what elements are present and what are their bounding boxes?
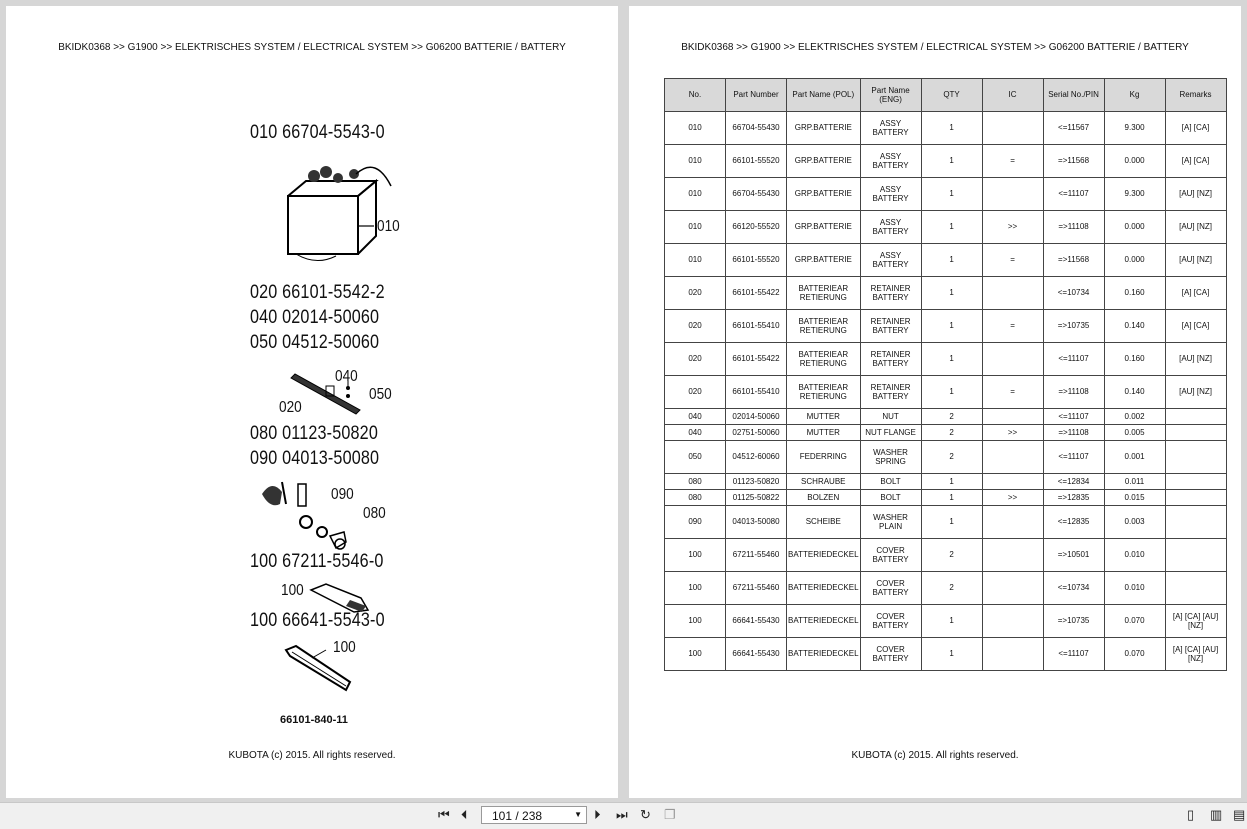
table-cell: 2 [921, 572, 982, 605]
table-cell: 0.140 [1104, 310, 1165, 343]
table-cell: =>10735 [1043, 310, 1104, 343]
table-cell [982, 441, 1043, 474]
callout-label: 090 [331, 486, 354, 503]
table-cell: 100 [665, 539, 726, 572]
table-cell [1165, 474, 1226, 490]
table-cell: 66101-55422 [726, 277, 787, 310]
table-cell: =>12835 [1043, 490, 1104, 506]
table-cell [1165, 409, 1226, 425]
column-header: Part Number [726, 79, 787, 112]
callout-label: 100 [333, 639, 356, 656]
callout-label: 050 [369, 386, 392, 403]
table-cell [982, 605, 1043, 638]
diagram-part-line: 090 04013-50080 [250, 448, 380, 469]
two-page-icon[interactable]: ▥ [1210, 807, 1223, 822]
diagram-part-line: 080 01123-50820 [250, 423, 378, 444]
table-cell: 080 [665, 490, 726, 506]
table-cell [1165, 425, 1226, 441]
column-header: Remarks [1165, 79, 1226, 112]
table-cell: GRP.BATTERIE [787, 112, 861, 145]
retainer-drawing [286, 366, 376, 426]
table-cell: [AU] [NZ] [1165, 244, 1226, 277]
table-cell: ASSY BATTERY [860, 211, 921, 244]
table-cell [982, 474, 1043, 490]
column-header: IC [982, 79, 1043, 112]
table-cell: = [982, 376, 1043, 409]
table-cell: BOLT [860, 474, 921, 490]
table-row [665, 506, 1227, 539]
table-cell: 0.002 [1104, 409, 1165, 425]
table-cell: [A] [CA] [AU] [NZ] [1165, 638, 1226, 671]
table-row [665, 605, 1227, 638]
table-cell [1165, 506, 1226, 539]
table-row [665, 425, 1227, 441]
table-cell: 2 [921, 409, 982, 425]
column-header: Part Name (ENG) [860, 79, 921, 112]
table-row [665, 638, 1227, 671]
diagram-part-line: 040 02014-50060 [250, 307, 380, 328]
page-indicator: 101 / 238 [492, 809, 543, 823]
table-cell: 66101-55520 [726, 145, 787, 178]
table-cell: RETAINER BATTERY [860, 310, 921, 343]
table-cell: 010 [665, 112, 726, 145]
table-cell: 100 [665, 572, 726, 605]
table-row [665, 145, 1227, 178]
table-cell: >> [982, 490, 1043, 506]
table-cell: 040 [665, 409, 726, 425]
table-cell: 0.000 [1104, 244, 1165, 277]
table-cell: ASSY BATTERY [860, 145, 921, 178]
table-cell: NUT FLANGE [860, 425, 921, 441]
table-cell: 01125-50822 [726, 490, 787, 506]
table-cell: BATTERIEDECKEL [787, 605, 861, 638]
table-cell: 66641-55430 [726, 605, 787, 638]
table-cell: 1 [921, 343, 982, 376]
rotate-icon[interactable]: ↻ [640, 807, 651, 822]
table-cell: 67211-55460 [726, 539, 787, 572]
table-cell [982, 539, 1043, 572]
table-cell: RETAINER BATTERY [860, 376, 921, 409]
table-cell: 67211-55460 [726, 572, 787, 605]
table-cell: [AU] [NZ] [1165, 376, 1226, 409]
table-cell: WASHER PLAIN [860, 506, 921, 539]
table-cell: 0.005 [1104, 425, 1165, 441]
table-row [665, 112, 1227, 145]
table-cell: 0.010 [1104, 572, 1165, 605]
table-cell: 1 [921, 490, 982, 506]
table-cell: 1 [921, 178, 982, 211]
table-cell: ASSY BATTERY [860, 244, 921, 277]
table-cell: 0.070 [1104, 638, 1165, 671]
diagram-part-line: 050 04512-50060 [250, 332, 380, 353]
table-cell: 100 [665, 638, 726, 671]
table-cell: 010 [665, 211, 726, 244]
table-row [665, 474, 1227, 490]
table-row [665, 277, 1227, 310]
table-cell: [A] [CA] [1165, 145, 1226, 178]
table-row [665, 490, 1227, 506]
table-cell: <=11107 [1043, 638, 1104, 671]
table-cell: GRP.BATTERIE [787, 178, 861, 211]
column-header: Kg [1104, 79, 1165, 112]
table-cell: <=12835 [1043, 506, 1104, 539]
table-row [665, 244, 1227, 277]
table-cell [982, 409, 1043, 425]
table-cell: [AU] [NZ] [1165, 211, 1226, 244]
table-cell: BATTERIEDECKEL [787, 572, 861, 605]
table-cell: <=11567 [1043, 112, 1104, 145]
table-cell: 2 [921, 425, 982, 441]
right-page [629, 6, 1241, 798]
table-row [665, 211, 1227, 244]
page-number-select[interactable] [481, 806, 587, 824]
table-cell [982, 572, 1043, 605]
table-cell: 100 [665, 605, 726, 638]
table-cell: 66704-55430 [726, 178, 787, 211]
table-cell: 1 [921, 112, 982, 145]
callout-label: 080 [363, 505, 386, 522]
table-cell: 9.300 [1104, 178, 1165, 211]
table-cell: >> [982, 425, 1043, 441]
single-page-icon[interactable]: ▯ [1187, 807, 1195, 822]
page-header: BKIDK0368 >> G1900 >> ELEKTRISCHES SYSTEM / ELECTRICAL SYSTEM >> G06200 BATTERIE / BATTERY [58, 42, 566, 53]
table-cell: 020 [665, 376, 726, 409]
table-cell: SCHRAUBE [787, 474, 861, 490]
table-cell: WASHER SPRING [860, 441, 921, 474]
table-cell: BATTERIEAR RETIERUNG [787, 376, 861, 409]
table-cell: 02751-50060 [726, 425, 787, 441]
fit-icon[interactable]: ❐ [664, 807, 676, 822]
table-cell: <=10734 [1043, 277, 1104, 310]
callout-label: 020 [279, 399, 302, 416]
table-cell: GRP.BATTERIE [787, 211, 861, 244]
callout-label: 100 [281, 582, 304, 599]
table-cell: = [982, 145, 1043, 178]
table-cell: 0.001 [1104, 441, 1165, 474]
table-cell: COVER BATTERY [860, 539, 921, 572]
prev-page-icon[interactable]: ⏴ [461, 807, 468, 822]
table-cell: 0.000 [1104, 211, 1165, 244]
table-cell: 0.010 [1104, 539, 1165, 572]
diagram-part-line: 100 66641-5543-0 [250, 610, 385, 631]
diagram-part-line: 100 67211-5546-0 [250, 551, 384, 572]
table-cell: [AU] [NZ] [1165, 343, 1226, 376]
table-cell: SCHEIBE [787, 506, 861, 539]
column-header: Serial No./PIN [1043, 79, 1104, 112]
chevron-down-icon: ▼ [574, 810, 582, 819]
table-cell: 01123-50820 [726, 474, 787, 490]
table-cell: 0.160 [1104, 277, 1165, 310]
table-cell: 1 [921, 474, 982, 490]
continuous-icon[interactable]: ▤ [1233, 807, 1246, 822]
table-cell: BATTERIEDECKEL [787, 539, 861, 572]
table-cell: <=11107 [1043, 409, 1104, 425]
table-cell: COVER BATTERY [860, 638, 921, 671]
table-row [665, 441, 1227, 474]
table-cell: = [982, 244, 1043, 277]
column-header: Part Name (POL) [787, 79, 861, 112]
table-cell: 2 [921, 441, 982, 474]
table-cell: 090 [665, 506, 726, 539]
table-cell: =>11108 [1043, 211, 1104, 244]
table-cell: 66101-55520 [726, 244, 787, 277]
table-cell [1165, 572, 1226, 605]
bolt-washer-drawing [252, 474, 372, 554]
table-cell [982, 277, 1043, 310]
table-cell: MUTTER [787, 425, 861, 441]
table-header-row [665, 79, 1227, 112]
table-cell [982, 506, 1043, 539]
table-cell [982, 343, 1043, 376]
table-cell: BOLZEN [787, 490, 861, 506]
table-cell: 02014-50060 [726, 409, 787, 425]
table-cell: 020 [665, 277, 726, 310]
diagram-part-line: 020 66101-5542-2 [250, 282, 385, 303]
table-cell: = [982, 310, 1043, 343]
table-cell: RETAINER BATTERY [860, 343, 921, 376]
table-cell: 0.000 [1104, 145, 1165, 178]
page-footer: KUBOTA (c) 2015. All rights reserved. [228, 750, 396, 761]
table-cell: 0.015 [1104, 490, 1165, 506]
table-cell: 1 [921, 506, 982, 539]
table-cell: BATTERIEAR RETIERUNG [787, 343, 861, 376]
parts-table [664, 78, 1227, 671]
table-cell: 2 [921, 539, 982, 572]
table-row [665, 376, 1227, 409]
table-cell: [A] [CA] [1165, 112, 1226, 145]
table-cell: [A] [CA] [1165, 310, 1226, 343]
table-row [665, 539, 1227, 572]
table-cell: COVER BATTERY [860, 572, 921, 605]
table-cell: 04512-60060 [726, 441, 787, 474]
table-cell: 1 [921, 145, 982, 178]
table-cell: >> [982, 211, 1043, 244]
page-header: BKIDK0368 >> G1900 >> ELEKTRISCHES SYSTEM / ELECTRICAL SYSTEM >> G06200 BATTERIE / BATTERY [681, 42, 1189, 53]
table-cell [1165, 441, 1226, 474]
table-cell: [A] [CA] [AU] [NZ] [1165, 605, 1226, 638]
table-cell [982, 112, 1043, 145]
table-cell: GRP.BATTERIE [787, 244, 861, 277]
table-cell: 0.140 [1104, 376, 1165, 409]
table-cell: ASSY BATTERY [860, 112, 921, 145]
table-cell: =>11108 [1043, 376, 1104, 409]
table-cell: 1 [921, 277, 982, 310]
table-cell: BATTERIEDECKEL [787, 638, 861, 671]
table-cell: 0.011 [1104, 474, 1165, 490]
table-cell: 04013-50080 [726, 506, 787, 539]
table-cell: 66704-55430 [726, 112, 787, 145]
table-cell: RETAINER BATTERY [860, 277, 921, 310]
table-cell [1165, 490, 1226, 506]
table-cell: 080 [665, 474, 726, 490]
table-cell: <=10734 [1043, 572, 1104, 605]
table-cell: 1 [921, 310, 982, 343]
table-cell: =>11568 [1043, 145, 1104, 178]
table-cell: 66641-55430 [726, 638, 787, 671]
figure-number: 66101-840-11 [280, 714, 348, 726]
table-cell: 010 [665, 244, 726, 277]
callout-label: 040 [335, 368, 358, 385]
table-cell: 1 [921, 376, 982, 409]
table-cell: BOLT [860, 490, 921, 506]
table-cell: FEDERRING [787, 441, 861, 474]
table-cell: 1 [921, 605, 982, 638]
battery-drawing [276, 156, 416, 276]
table-row [665, 178, 1227, 211]
column-header: No. [665, 79, 726, 112]
callout-label: 010 [377, 218, 400, 235]
table-cell: 66101-55422 [726, 343, 787, 376]
table-cell: NUT [860, 409, 921, 425]
table-cell: 020 [665, 310, 726, 343]
table-row [665, 310, 1227, 343]
first-page-icon[interactable]: ⏮ [438, 807, 450, 822]
table-cell: COVER BATTERY [860, 605, 921, 638]
table-row [665, 343, 1227, 376]
table-cell: =>10735 [1043, 605, 1104, 638]
column-header: QTY [921, 79, 982, 112]
table-cell [982, 178, 1043, 211]
next-page-icon[interactable]: ⏵ [594, 807, 601, 822]
table-cell: 020 [665, 343, 726, 376]
table-cell: 9.300 [1104, 112, 1165, 145]
table-cell: [A] [CA] [1165, 277, 1226, 310]
table-cell: 1 [921, 244, 982, 277]
page-footer: KUBOTA (c) 2015. All rights reserved. [851, 750, 1019, 761]
table-cell: 0.070 [1104, 605, 1165, 638]
table-cell: <=12834 [1043, 474, 1104, 490]
table-cell: =>10501 [1043, 539, 1104, 572]
left-page [6, 6, 618, 798]
last-page-icon[interactable]: ⏭ [616, 807, 628, 822]
table-cell: MUTTER [787, 409, 861, 425]
table-cell: <=11107 [1043, 441, 1104, 474]
table-cell: 1 [921, 638, 982, 671]
table-cell: <=11107 [1043, 343, 1104, 376]
table-cell: 010 [665, 145, 726, 178]
table-row [665, 409, 1227, 425]
table-cell: 0.160 [1104, 343, 1165, 376]
table-cell: 66120-55520 [726, 211, 787, 244]
table-cell: 010 [665, 178, 726, 211]
table-cell: 66101-55410 [726, 376, 787, 409]
table-cell: 66101-55410 [726, 310, 787, 343]
table-cell: =>11568 [1043, 244, 1104, 277]
table-cell: 050 [665, 441, 726, 474]
table-cell: GRP.BATTERIE [787, 145, 861, 178]
table-cell: =>11108 [1043, 425, 1104, 441]
viewer-toolbar [0, 802, 1247, 829]
table-cell: BATTERIEAR RETIERUNG [787, 277, 861, 310]
table-cell: 040 [665, 425, 726, 441]
table-cell: [AU] [NZ] [1165, 178, 1226, 211]
table-row [665, 572, 1227, 605]
table-cell: ASSY BATTERY [860, 178, 921, 211]
table-cell: 1 [921, 211, 982, 244]
diagram-part-line: 010 66704-5543-0 [250, 122, 385, 143]
table-cell [1165, 539, 1226, 572]
table-cell: BATTERIEAR RETIERUNG [787, 310, 861, 343]
table-cell: <=11107 [1043, 178, 1104, 211]
table-cell: 0.003 [1104, 506, 1165, 539]
table-cell [982, 638, 1043, 671]
